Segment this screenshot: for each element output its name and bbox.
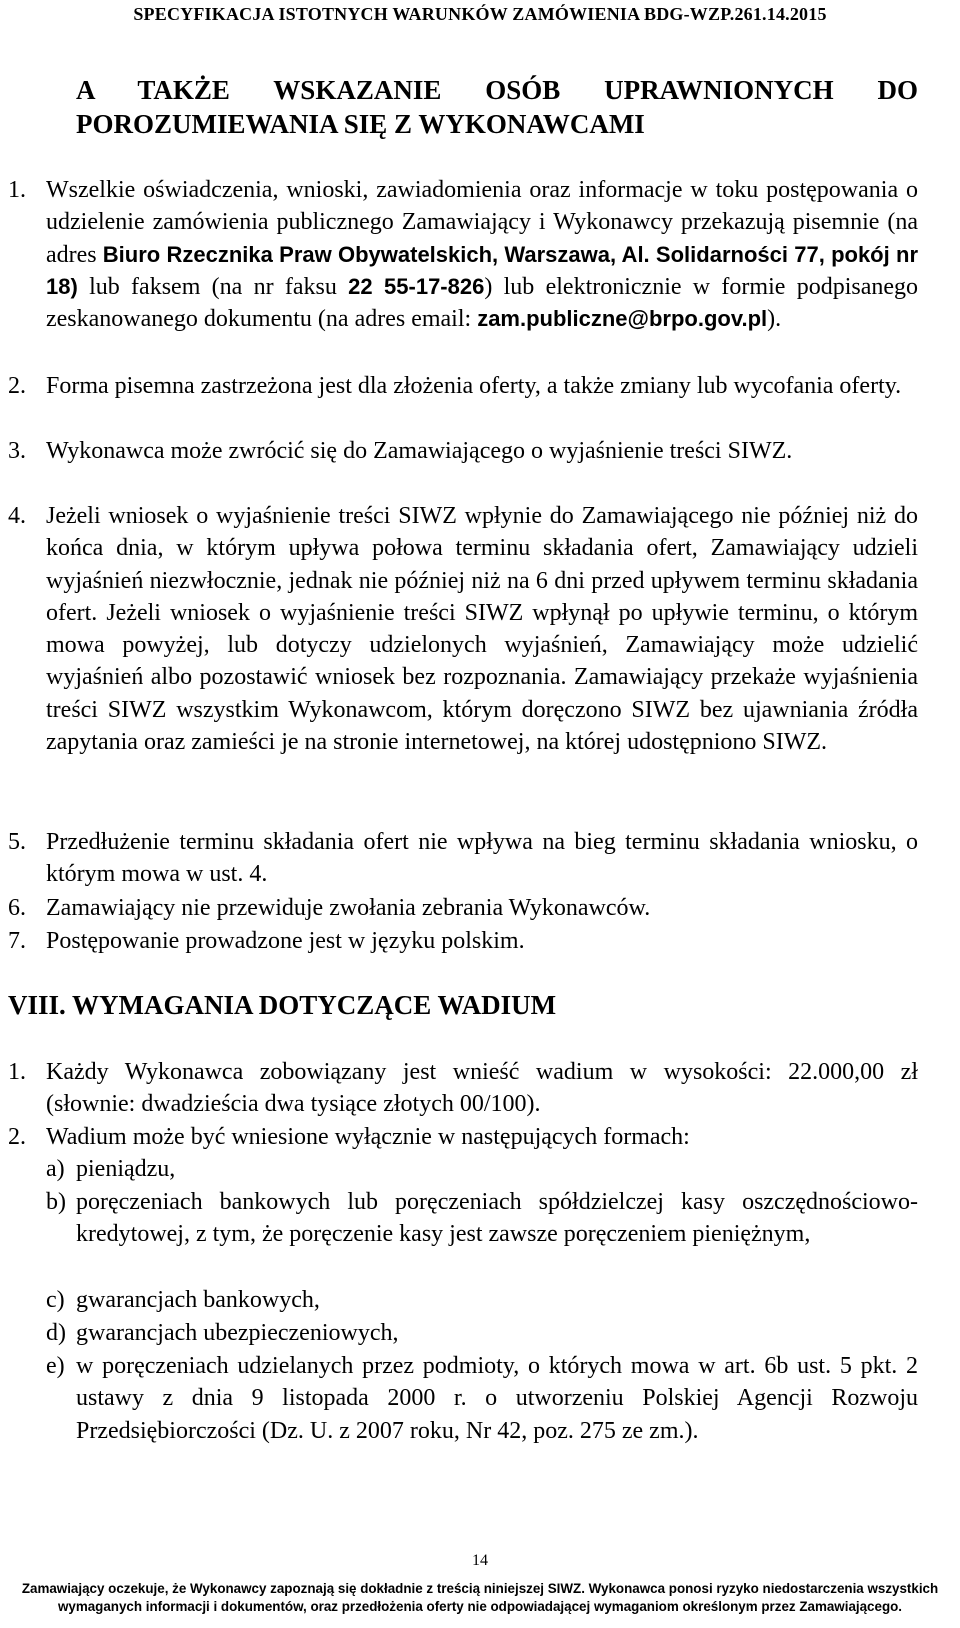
item-number: 1.: [8, 177, 26, 203]
sub-item-label: d): [46, 1320, 66, 1346]
item-number: 2.: [8, 373, 26, 399]
item-number: 3.: [8, 438, 26, 464]
fax-number: 22 55-17-826: [348, 273, 485, 299]
address-bold: Biuro Rzecznika Praw Obywatelskich, Warszawa, Al. Solidarności 77, pokój nr 18): [46, 241, 918, 299]
item-number: 1.: [8, 1059, 26, 1085]
item-text: Jeżeli wniosek o wyjaśnienie treści SIWZ wpłynie do Zamawiającego nie później niż do końca dnia, w którym upływa połowa terminu składania ofert, Zamawiający udzieli wyjaśnień niezwłocznie, jednak nie później niż na 6 dni przed upływem terminu składania ofert. Jeżeli wniosek o wyjaśnienie treści SIWZ wpłynął po upływie terminu, o którym mowa powyżej, lub dotyczy udzielonych wyjaśnień, Zamawiający może udzielić wyjaśnień albo pozostawić wniosek bez rozpoznania. Zamawiający przekaże wyjaśnienia treści SIWZ wszystkim Wykonawcom, którym doręczono SIWZ bez ujawniania źródła zapytania oraz zamieści je na stronie internetowej, na której udostępniono SIWZ.: [46, 503, 918, 756]
item-text: [46, 174, 918, 335]
item-text: Zamawiający nie przewiduje zwołania zebrania Wykonawców.: [46, 895, 651, 921]
footer-line: wymaganych informacji i dokumentów, oraz przedłożenia oferty nie odpowiadającej wymaganiom określonym przez Zamawiającego.: [57, 1599, 903, 1614]
sub-item-text: pieniądzu,: [76, 1156, 176, 1182]
item-number: 5.: [8, 829, 26, 855]
section-heading-line2: POROZUMIEWANIA SIĘ Z WYKONAWCAMI: [76, 109, 645, 139]
item-number: 7.: [8, 928, 26, 954]
item-number: 4.: [8, 503, 26, 529]
item-text: Postępowanie prowadzone jest w języku polskim.: [46, 928, 525, 954]
sub-item-text: w poręczeniach udzielanych przez podmioty, o których mowa w art. 6b ust. 5 pkt. 2 ustawy z dnia 9 listopada 2000 r. o utworzeniu Polskiej Agencji Rozwoju Przedsiębiorczości (Dz. U. z 2007 roku, Nr 42, poz. 275 ze zm.).: [76, 1353, 918, 1444]
section-heading-line1: A TAKŻE WSKAZANIE OSÓB UPRAWNIONYCH DO: [76, 75, 918, 105]
item-number: 2.: [8, 1124, 26, 1150]
item-text: Wadium może być wniesione wyłącznie w następujących formach:: [46, 1124, 690, 1150]
item-text: Forma pisemna zastrzeżona jest dla złożenia oferty, a także zmiany lub wycofania oferty.: [46, 373, 902, 399]
sub-item-label: a): [46, 1156, 65, 1182]
page-footer: [0, 1580, 960, 1616]
page-number: 14: [472, 1552, 488, 1569]
item-number: 6.: [8, 895, 26, 921]
item-text: Wykonawca może zwrócić się do Zamawiającego o wyjaśnienie treści SIWZ.: [46, 438, 793, 464]
sub-item-label: b): [46, 1189, 66, 1215]
item-text: Każdy Wykonawca zobowiązany jest wnieść wadium w wysokości: 22.000,00 zł (słownie: dwadzieścia dwa tysiące złotych 00/100).: [46, 1059, 918, 1118]
footer-line: Zamawiający oczekuje, że Wykonawcy zapoznają się dokładnie z treścią niniejszej SIWZ. Wykonawca ponosi ryzyko niedostarczenia wszystkich: [21, 1581, 939, 1596]
sub-item-text: poręczeniach bankowych lub poręczeniach spółdzielczej kasy oszczędnościowo-kredytowej, z tym, że poręczenie kasy jest zawsze poręczeniem pieniężnym,: [76, 1189, 918, 1248]
sub-item-text: gwarancjach bankowych,: [76, 1287, 320, 1313]
item-text-part: ) lub elektronicznie w formie podpisanego zeskanowanego dokumentu (na adres email:: [46, 273, 919, 333]
item-text: Przedłużenie terminu składania ofert nie wpływa na bieg terminu składania wniosku, o którym mowa w ust. 4.: [46, 829, 918, 888]
email-address: zam.publiczne@brpo.gov.pl: [477, 306, 768, 332]
section-title-wadium: VIII. WYMAGANIA DOTYCZĄCE WADIUM: [8, 990, 557, 1020]
sub-item-label: c): [46, 1287, 65, 1313]
sub-item-text: gwarancjach ubezpieczeniowych,: [76, 1320, 399, 1346]
document-header: SPECYFIKACJA ISTOTNYCH WARUNKÓW ZAMÓWIENIA BDG-WZP.261.14.2015: [133, 4, 827, 24]
item-text-part: Wszelkie oświadczenia, wnioski, zawiadomienia oraz informacje w toku postępowania o udzielenie zamówienia publicznego Zamawiający i Wykonawcy przekazują pisemnie (na adres: [46, 177, 918, 268]
sub-item-label: e): [46, 1353, 65, 1379]
item-text-part: lub faksem (na nr faksu: [77, 273, 349, 300]
item-text-part: ).: [767, 306, 782, 333]
